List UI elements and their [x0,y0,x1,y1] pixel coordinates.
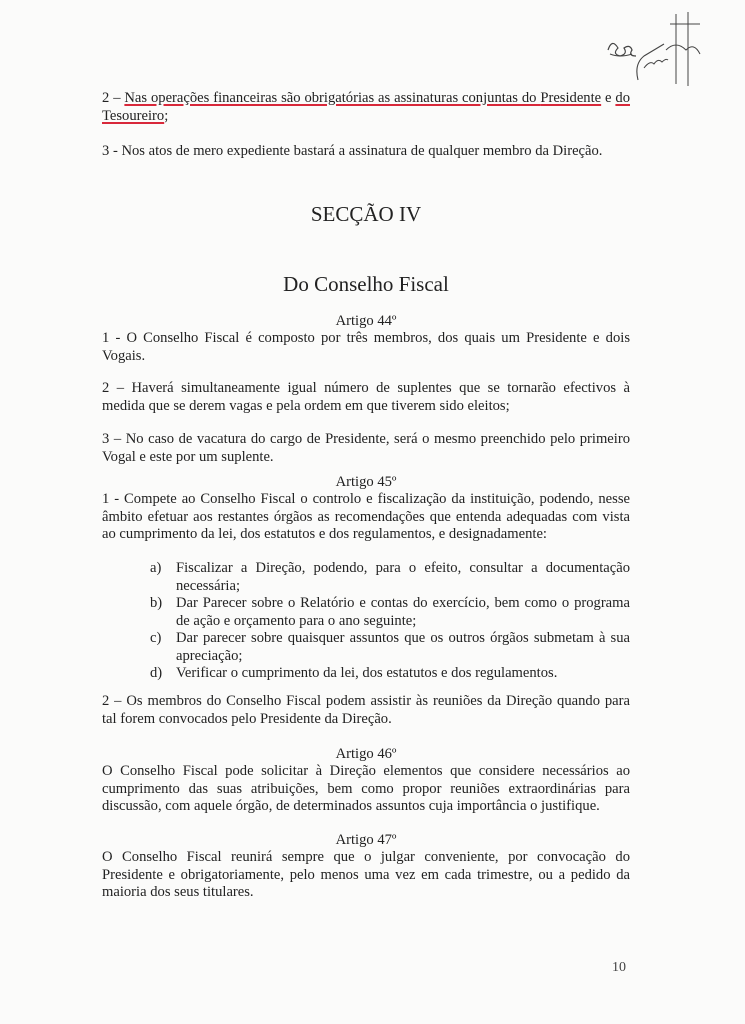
text: ; [164,107,169,124]
list-text: Fiscalizar a Direção, podendo, para o efeito, consultar a documentação necessária; [176,560,630,594]
list-item [150,595,630,630]
item-number: 2 – [102,90,125,106]
paragraph-mere-expedient: 3 - Nos atos de mero expediente bastará a assinatura de qualquer membro da Direção. [102,143,603,159]
handwritten-signatures [600,10,710,90]
list-marker: a) [150,560,162,576]
paragraph-joint-signatures [102,90,630,125]
list-item [150,630,630,665]
list-marker: b) [150,595,163,611]
article-45-title: Artigo 45º [335,474,397,490]
article-45-paragraph-2: 2 – Os membros do Conselho Fiscal podem assistir às reuniões da Direção quando para tal forem convocados pelo Presidente da Direção. [102,693,630,727]
article-44-title: Artigo 44º [335,313,397,329]
article-46-paragraph: O Conselho Fiscal pode solicitar à Direção elementos que considere necessários ao cumprimento das suas atribuições, bem como propor reuniões extraordinárias para discussão, com aquele órgão, de determinados assuntos cuja importância o justifique. [102,763,630,814]
article-45-paragraph-1: 1 - Compete ao Conselho Fiscal o controlo e fiscalização da instituição, podendo, nesse âmbito efetuar aos restantes órgãos as recomendações que entenda adequadas com vista ao cumprimento da lei, dos estatutos e dos regulamentos, e designadamente: [102,491,630,542]
list-item [150,560,630,595]
article-47-title: Artigo 47º [335,832,397,848]
article-44-paragraph-2: 2 – Haverá simultaneamente igual número de suplentes que se tornarão efectivos à medida que se derem vagas e pela ordem em que tiverem sido eleitos; [102,380,630,414]
list-text: Verificar o cumprimento da lei, dos estatutos e dos regulamentos. [176,665,558,681]
article-46-title: Artigo 46º [335,746,397,762]
page-number: 10 [612,960,626,975]
text: e [601,90,616,106]
section-subtitle: Do Conselho Fiscal [283,272,449,296]
underlined-text-treasurer: do Tesoureiro [102,90,630,124]
article-47-paragraph: O Conselho Fiscal reunirá sempre que o julgar conveniente, por convocação do Presidente e obrigatoriamente, pelo menos uma vez em cada trimestre, ou a pedido da maioria dos seus titulares. [102,849,630,900]
section-title: SECÇÃO IV [310,202,422,226]
list-text: Dar parecer sobre quaisquer assuntos que os outros órgãos submetam à sua apreciação; [176,630,630,664]
underlined-text: Nas operações financeiras são obrigatórias as assinaturas conjuntas do [124,90,541,106]
article-45-list [150,560,630,683]
article-44-paragraph-1: 1 - O Conselho Fiscal é composto por três membros, dos quais um Presidente e dois Vogais. [102,330,630,364]
list-marker: c) [150,630,162,646]
list-text: Dar Parecer sobre o Relatório e contas do exercício, bem como o programa de ação e orçamento para o ano seguinte; [176,595,630,629]
list-marker: d) [150,665,163,681]
underlined-text-president: Presidente [540,90,602,106]
list-item [150,665,630,683]
article-44-paragraph-3: 3 – No caso de vacatura do cargo de Presidente, será o mesmo preenchido pelo primeiro Vogal e este por um suplente. [102,431,630,465]
